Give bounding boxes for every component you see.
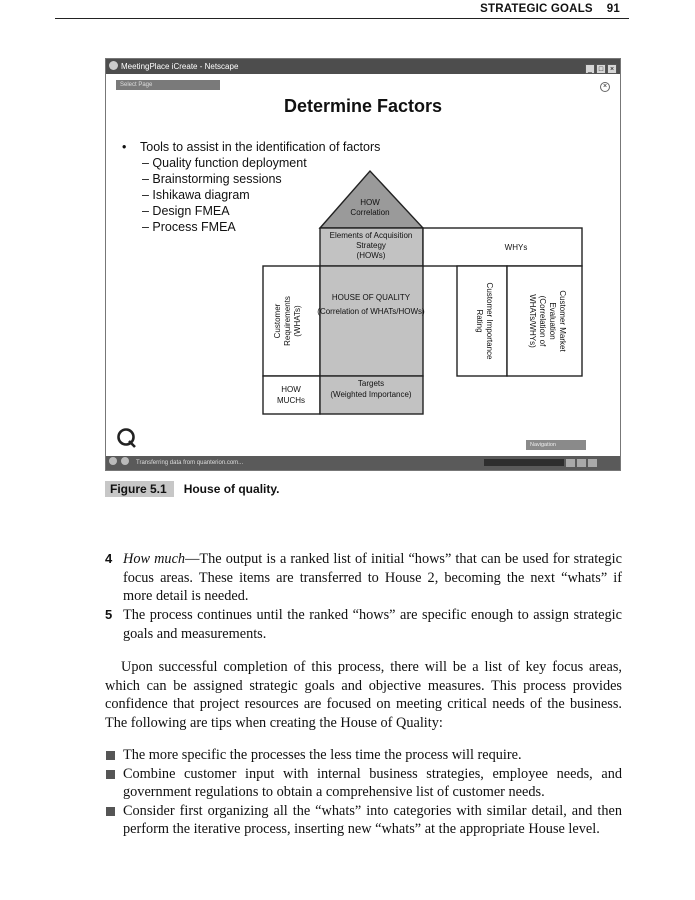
bullet-square-icon	[106, 751, 115, 760]
whats-label: (WHATs)	[293, 305, 302, 337]
bullet-square-icon	[106, 770, 115, 779]
window-titlebar	[106, 59, 620, 74]
tip-item: The more specific the processes the less time the process will require.	[105, 746, 622, 765]
figure-label: Figure 5.1	[105, 481, 174, 497]
whys-box	[423, 228, 582, 266]
item-text: —The output is a ranked list of initial “hows” that can be used for strategic focus areas. These items are transferred to House 2, becoming the next “whats” if more detail is needed.	[123, 551, 622, 604]
market-label: (Correlation of	[538, 295, 547, 347]
progress-bar	[484, 459, 564, 466]
house-of-quality-diagram	[157, 113, 587, 418]
whats-label: Requirements	[283, 296, 292, 346]
bullet-square-icon	[106, 807, 115, 816]
item-text: The process continues until the ranked “hows” are specific enough to assign strategic goals and measurements.	[123, 607, 622, 642]
close-icon[interactable]: ×	[607, 64, 617, 74]
center-label: (Correlation of WHATs/HOWs)	[317, 307, 425, 316]
figure-caption	[105, 481, 279, 497]
tip-item: Consider first organizing all the “whats” into categories with similar detail, and then perform the iterative process, inserting new “whats” at the appropriate House level.	[105, 802, 622, 839]
figure-caption-text: House of quality.	[183, 482, 280, 496]
slide-sub-item: – Ishikawa diagram	[142, 188, 250, 202]
maximize-icon[interactable]: □	[596, 64, 606, 74]
targets-label: Targets	[357, 379, 385, 388]
market-label-group	[528, 290, 567, 352]
slide-bullet: • Tools to assist in the identification of factors	[122, 140, 381, 154]
netscape-icon	[109, 61, 118, 70]
whys-label: WHYs	[504, 243, 528, 252]
whats-label: Customer	[273, 303, 282, 339]
navigation-button[interactable]: Navigation	[526, 440, 586, 450]
how-muchs-label: MUCHs	[277, 396, 305, 405]
slide-close-icon[interactable]: ×	[600, 82, 610, 92]
tray-icon	[566, 459, 575, 467]
page-number: 91	[606, 3, 620, 15]
roof-label: Correlation	[350, 208, 390, 217]
q-logo-icon	[116, 427, 138, 449]
window-title: MeetingPlace iCreate - Netscape	[121, 62, 239, 71]
item-number: 5	[105, 607, 113, 622]
select-page-dropdown[interactable]: Select Page	[116, 80, 220, 90]
item-number: 4	[105, 551, 113, 566]
market-label: Evaluation	[548, 302, 557, 340]
status-icon	[109, 457, 117, 465]
how-muchs-label: HOW	[281, 385, 301, 394]
importance-label: Rating	[475, 309, 484, 333]
header-section: STRATEGIC GOALS	[480, 3, 593, 15]
hows-label: Elements of Acquisition	[329, 231, 413, 240]
market-label: Customer Market	[558, 290, 567, 352]
window-controls	[584, 61, 617, 76]
targets-label: (Weighted Importance)	[330, 390, 412, 399]
tray-icon	[577, 459, 586, 467]
tips-list	[105, 746, 622, 839]
numbered-item	[105, 606, 622, 643]
importance-label: Customer Importance	[485, 282, 494, 360]
roof-label: HOW	[360, 198, 380, 207]
hows-label: Strategy	[356, 241, 386, 250]
slide-sub-item: – Design FMEA	[142, 204, 230, 218]
status-icon	[121, 457, 129, 465]
slide-title: Determine Factors	[283, 96, 443, 116]
market-label: WHATs/WHYs)	[528, 294, 537, 348]
minimize-icon[interactable]: _	[585, 64, 595, 74]
slide-sub-item: – Quality function deployment	[142, 156, 307, 170]
tip-item: Combine customer input with internal business strategies, employee needs, and government regulations to obtain a comprehensive list of customer needs.	[105, 765, 622, 802]
hows-label: (HOWs)	[356, 251, 386, 260]
center-label: HOUSE OF QUALITY	[331, 293, 411, 302]
slide-sub-item: – Brainstorming sessions	[142, 172, 282, 186]
tray-icon	[588, 459, 597, 467]
body-paragraph: Upon successful completion of this process, there will be a list of key focus areas, which can be assigned strategic goals and objective measures. This process provides confidence that project resources are focused on meeting critical needs of the business. The following are tips when creating the House of Quality:	[105, 659, 622, 731]
slide-sub-item: – Process FMEA	[142, 220, 236, 234]
status-bar	[106, 456, 620, 470]
status-tray	[564, 459, 614, 467]
item-lead: How much	[123, 551, 186, 567]
how-muchs-box	[263, 376, 320, 414]
header-rule	[55, 18, 629, 19]
center-matrix	[320, 266, 423, 376]
running-header	[480, 3, 620, 15]
status-text: Transferring data from quanterion.com...	[136, 460, 244, 466]
numbered-item	[105, 550, 622, 606]
